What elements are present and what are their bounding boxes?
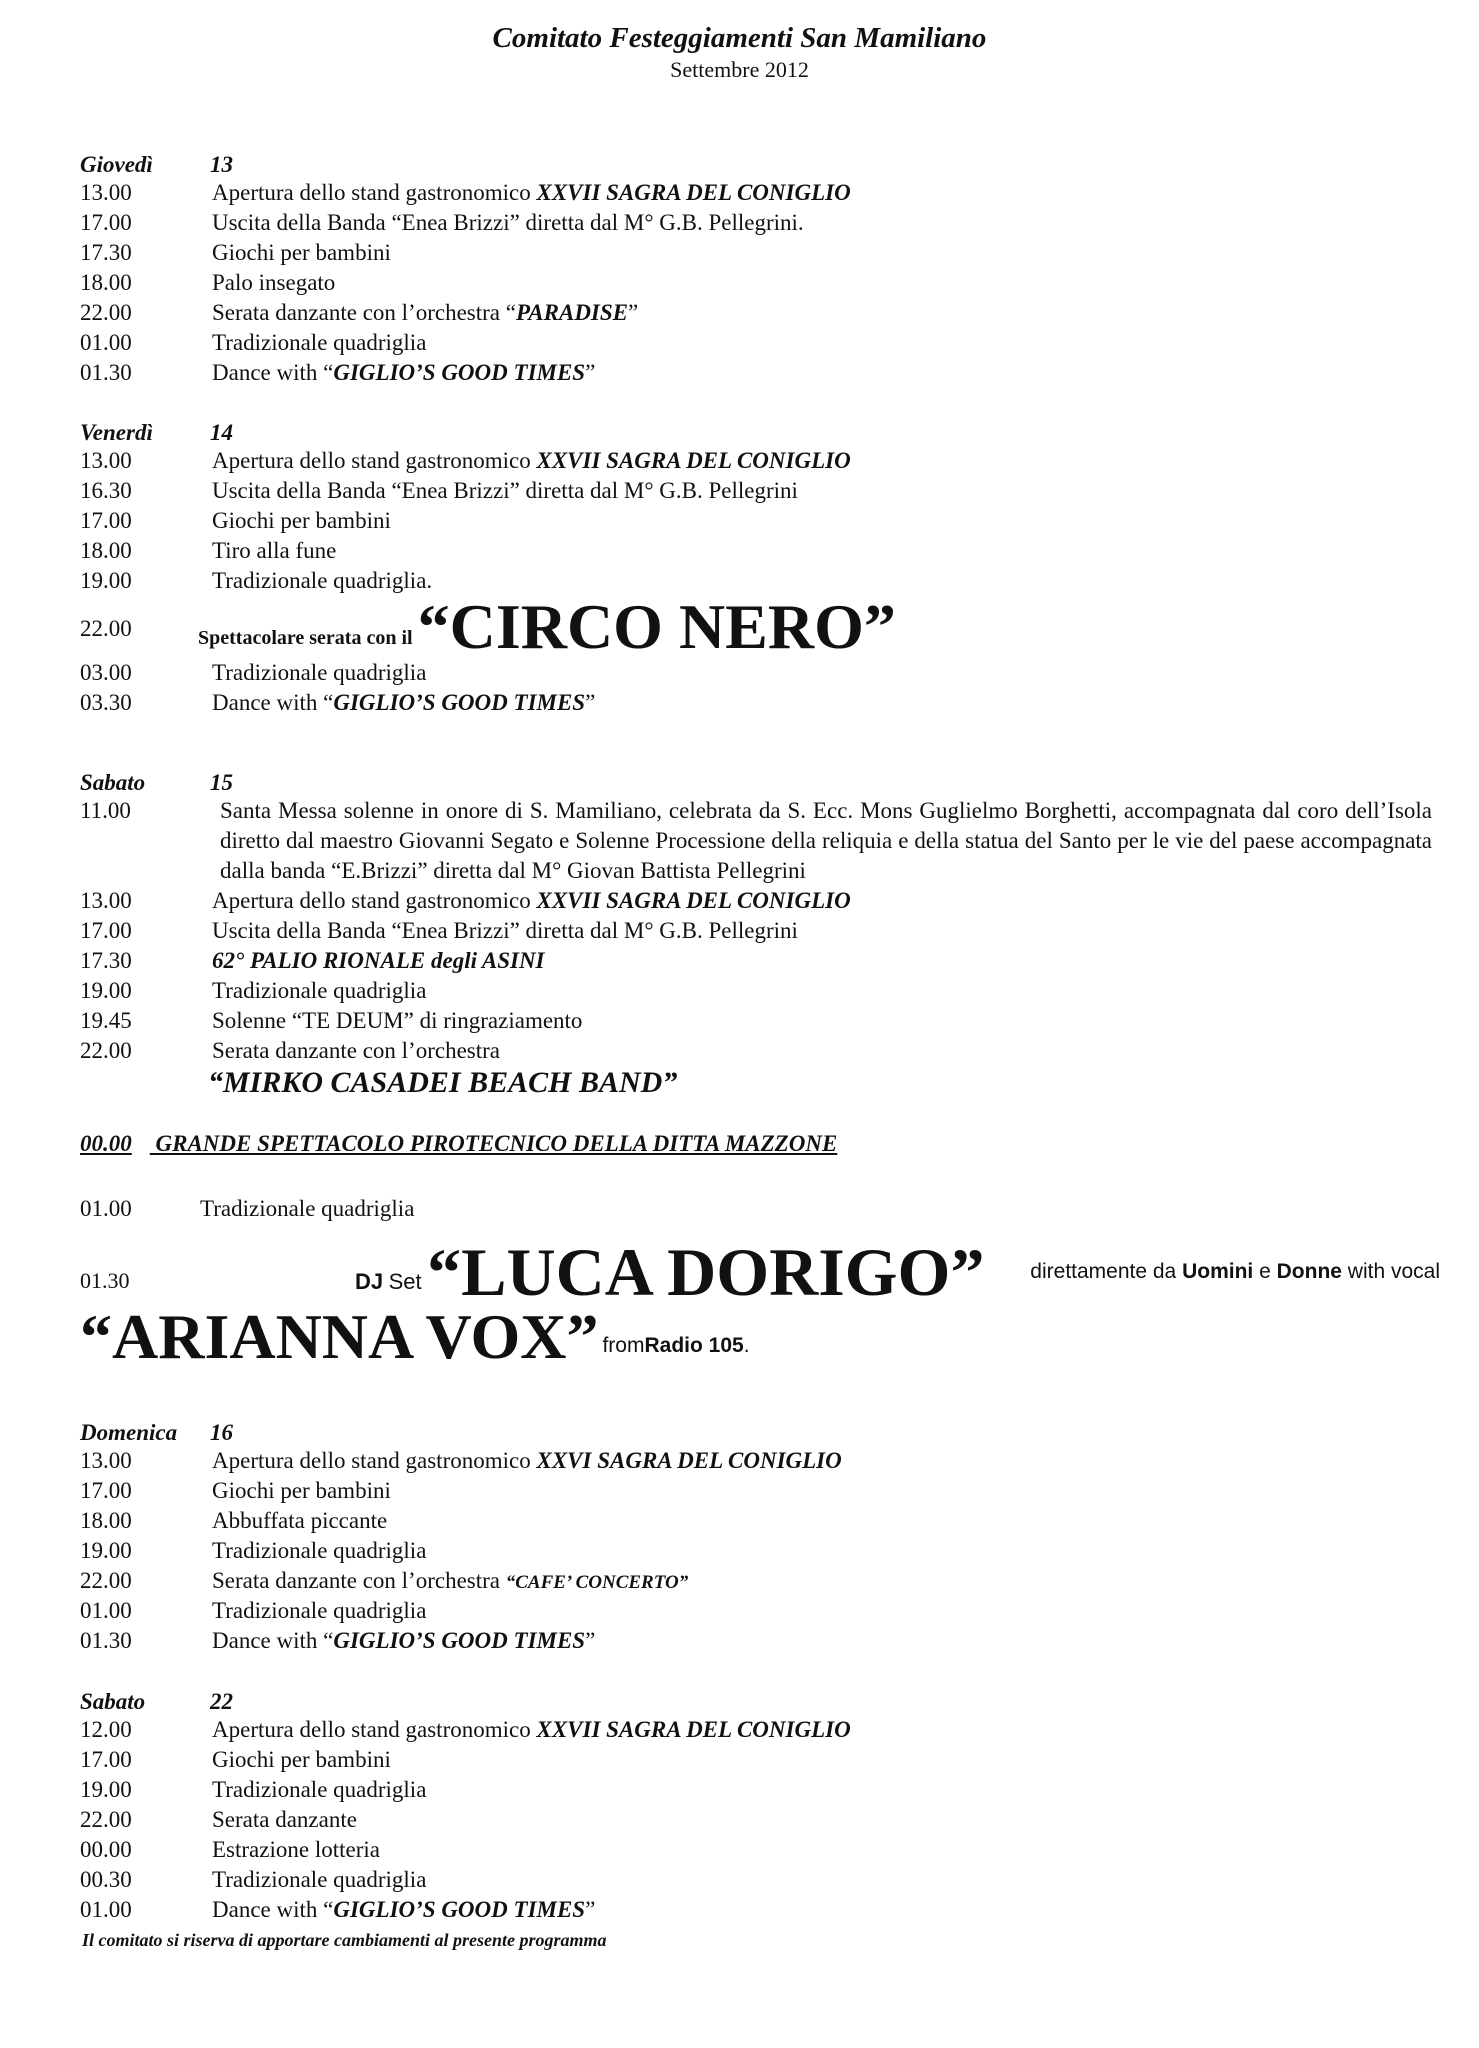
event-description (212, 946, 545, 976)
dj-source-text (1030, 1232, 1440, 1312)
event-description (212, 976, 426, 1006)
event-time: 17.30 (80, 948, 132, 973)
event-emphasis: “CAFE’ CONCERTO” (505, 1572, 689, 1593)
event-description (212, 1036, 500, 1066)
event-row (80, 1036, 1440, 1066)
event-row-circo-nero (80, 591, 1440, 662)
event-row (80, 476, 1440, 506)
day-name: Sabato (80, 1689, 146, 1714)
event-time: 01.00 (80, 1196, 132, 1221)
event-emphasis: 62° PALIO RIONALE degli ASINI (212, 948, 545, 973)
event-time: 01.30 (80, 1268, 130, 1293)
event-text: Tradizionale quadriglia (212, 1777, 427, 1802)
event-description (212, 658, 426, 688)
event-description: Tradizionale quadriglia (200, 1196, 415, 1221)
event-row (80, 268, 1440, 298)
event-row (80, 506, 1440, 536)
event-row (80, 1775, 1440, 1805)
day-heading (80, 1685, 1440, 1715)
event-emphasis: GIGLIO’S GOOD TIMES (333, 1897, 586, 1922)
event-row-santa-messa (80, 796, 1440, 886)
event-text: Apertura dello stand gastronomico (212, 448, 537, 473)
event-row (80, 976, 1440, 1006)
event-emphasis: GIGLIO’S GOOD TIMES (333, 360, 586, 385)
day-section-giovedi (80, 148, 1440, 388)
radio-name: Radio 105 (644, 1334, 744, 1357)
event-row (80, 1596, 1440, 1626)
event-text: Estrazione lotteria (212, 1837, 380, 1862)
event-text: Giochi per bambini (212, 240, 391, 265)
event-row (80, 328, 1440, 358)
source-bold-2: Donne (1276, 1260, 1342, 1283)
event-description (212, 1506, 387, 1536)
event-text: Serata danzante con l’orchestra (212, 1568, 506, 1593)
event-row (80, 178, 1440, 208)
event-time: 13.00 (80, 180, 132, 205)
event-text: Uscita della Banda “Enea Brizzi” diretta dal M° G.B. Pellegrini. (212, 210, 804, 235)
event-time: 01.00 (80, 1598, 132, 1623)
event-row (80, 1835, 1440, 1865)
event-time: 17.00 (80, 918, 132, 943)
event-text: Tradizionale quadriglia. (212, 568, 433, 593)
day-section-sabato-22 (80, 1685, 1440, 1925)
event-text: Solenne “TE DEUM” di ringraziamento (212, 1008, 583, 1033)
event-description (212, 1476, 391, 1506)
fireworks-text: GRANDE SPETTACOLO PIROTECNICO DELLA DITTA MAZZONE (155, 1131, 838, 1156)
event-text-end: ” (628, 300, 639, 325)
event-emphasis: XXVI SAGRA DEL CONIGLIO (536, 1448, 842, 1473)
dj-label: DJ (355, 1269, 384, 1294)
event-text: Abbuffata piccante (212, 1508, 388, 1533)
event-row (80, 358, 1440, 388)
event-time: 18.00 (80, 538, 132, 563)
event-time: 03.00 (80, 660, 132, 685)
event-text: Giochi per bambini (212, 508, 391, 533)
event-description (212, 1835, 380, 1865)
event-row (80, 1715, 1440, 1745)
luca-dorigo-title: “LUCA DORIGO” (427, 1234, 985, 1310)
event-time: 22.00 (80, 1038, 132, 1063)
event-text: Apertura dello stand gastronomico (212, 180, 537, 205)
event-text: Tradizionale quadriglia (212, 1598, 427, 1623)
arianna-vox-row (80, 1300, 750, 1380)
event-description (212, 476, 798, 506)
set-label: Set (388, 1269, 422, 1294)
page-subtitle: Settembre 2012 (670, 57, 809, 82)
event-description (212, 1536, 426, 1566)
day-section-domenica (80, 1416, 1440, 1656)
event-time: 18.00 (80, 1508, 132, 1533)
day-number: 13 (210, 152, 233, 177)
event-description (212, 358, 595, 388)
event-time: 17.00 (80, 1478, 132, 1503)
event-emphasis: XXVII SAGRA DEL CONIGLIO (536, 1717, 851, 1742)
event-time: 13.00 (80, 448, 132, 473)
event-description (212, 1006, 582, 1036)
day-name: Giovedì (80, 152, 153, 177)
event-row (80, 1805, 1440, 1835)
event-description (212, 688, 595, 718)
day-section-sabato-15 (80, 766, 1440, 1104)
event-row (80, 886, 1440, 916)
event-time: 19.00 (80, 568, 132, 593)
event-text-end: ” (585, 1628, 596, 1653)
event-description (212, 178, 851, 208)
event-time: 19.00 (80, 1777, 132, 1802)
event-text: Dance with “ (212, 690, 334, 715)
event-description (212, 566, 432, 596)
event-time: 12.00 (80, 1717, 132, 1742)
event-row-quadriglia (80, 1196, 415, 1222)
day-number: 22 (210, 1689, 233, 1714)
event-time: 01.00 (80, 1897, 132, 1922)
event-time: 22.00 (80, 1807, 132, 1832)
event-time: 13.00 (80, 888, 132, 913)
event-row (80, 916, 1440, 946)
event-row (80, 1446, 1440, 1476)
event-text: Tiro alla fune (212, 538, 337, 563)
event-row (80, 658, 1440, 688)
event-time: 17.00 (80, 1747, 132, 1772)
event-description (212, 1775, 426, 1805)
day-heading (80, 416, 1440, 446)
event-row (80, 1006, 1440, 1036)
event-emphasis: XXVII SAGRA DEL CONIGLIO (536, 888, 851, 913)
event-time: 03.30 (80, 690, 132, 715)
source-bold-1: Uomini (1182, 1260, 1254, 1283)
event-time: 19.00 (80, 1538, 132, 1563)
from-label: from (602, 1334, 645, 1357)
event-description (212, 1596, 426, 1626)
event-text: Giochi per bambini (212, 1478, 391, 1503)
event-description (212, 1446, 842, 1476)
event-description: Santa Messa solenne in onore di S. Mamiliano, celebrata da S. Ecc. Mons Guglielmo Borghetti, accompagnata dal coro dell’Isola diretto dal maestro Giovanni Segato e Solenne Processione della reliquia e della statua del Santo per le vie del paese accompagnata dalla banda “E.Brizzi” diretta dal M° Giovan Battista Pellegrini (220, 798, 1432, 883)
orchestra-name-row (80, 1066, 1440, 1104)
source-text-3: with vocal (1347, 1260, 1440, 1283)
day-name: Sabato (80, 770, 146, 795)
event-row (80, 298, 1440, 328)
event-row (80, 1865, 1440, 1895)
event-description (212, 1895, 595, 1925)
day-number: 15 (210, 770, 233, 795)
event-row (80, 208, 1440, 238)
event-time: 01.30 (80, 360, 132, 385)
day-name: Domenica (80, 1420, 178, 1445)
event-row (80, 1536, 1440, 1566)
orchestra-name: “MIRKO CASADEI BEACH BAND” (208, 1066, 678, 1099)
event-emphasis: GIGLIO’S GOOD TIMES (333, 690, 586, 715)
event-text: Serata danzante con l’orchestra “ (212, 300, 516, 325)
period: . (743, 1334, 750, 1357)
event-row (80, 1895, 1440, 1925)
event-text: Apertura dello stand gastronomico (212, 888, 537, 913)
event-row (80, 1476, 1440, 1506)
event-description (212, 1805, 357, 1835)
event-emphasis: GIGLIO’S GOOD TIMES (333, 1628, 586, 1653)
event-description (212, 1626, 595, 1656)
event-row (80, 446, 1440, 476)
event-time: 19.00 (80, 978, 132, 1003)
day-number: 16 (210, 1420, 233, 1445)
event-description (212, 886, 851, 916)
event-time: 17.00 (80, 210, 132, 235)
event-text: Tradizionale quadriglia (212, 978, 427, 1003)
event-description (212, 268, 335, 298)
event-time: 17.30 (80, 240, 132, 265)
event-time: 00.00 (80, 1837, 132, 1862)
event-time: 01.30 (80, 1628, 132, 1653)
event-description (212, 536, 336, 566)
page-title: Comitato Festeggiamenti San Mamiliano (492, 22, 987, 54)
event-text-end: ” (585, 690, 596, 715)
event-description (212, 1715, 851, 1745)
event-time: 01.00 (80, 330, 132, 355)
event-time: 22.00 (80, 1568, 132, 1593)
fireworks-time: 00.00 (80, 1131, 132, 1156)
day-section-venerdi (80, 416, 1440, 718)
event-text: Palo insegato (212, 270, 336, 295)
event-row (80, 238, 1440, 268)
event-description (212, 506, 391, 536)
event-time: 17.00 (80, 508, 132, 533)
event-text-end: ” (585, 1897, 596, 1922)
event-description (212, 916, 798, 946)
source-text-2: e (1259, 1260, 1271, 1283)
event-row (80, 1506, 1440, 1536)
footer-note: Il comitato si riserva di apportare cambiamenti al presente programma (82, 1930, 607, 1950)
event-text: Uscita della Banda “Enea Brizzi” diretta dal M° G.B. Pellegrini (212, 478, 798, 503)
circo-nero-title: “CIRCO NERO” (417, 591, 896, 662)
event-text: Tradizionale quadriglia (212, 1867, 427, 1892)
event-text-end: ” (585, 360, 596, 385)
fireworks-row (80, 1131, 837, 1157)
arianna-vox-title: “ARIANNA VOX” (80, 1301, 599, 1372)
event-text: Apertura dello stand gastronomico (212, 1448, 537, 1473)
event-time: 22.00 (80, 616, 132, 641)
day-heading (80, 1416, 1440, 1446)
event-time: 13.00 (80, 1448, 132, 1473)
event-description (212, 1865, 426, 1895)
event-description (212, 446, 851, 476)
event-text: Tradizionale quadriglia (212, 660, 427, 685)
event-time: 22.00 (80, 300, 132, 325)
event-description (212, 238, 391, 268)
event-row (80, 536, 1440, 566)
event-text: Serata danzante (212, 1807, 357, 1832)
event-emphasis: PARADISE (515, 300, 629, 325)
event-time: 16.30 (80, 478, 132, 503)
event-description (212, 328, 426, 358)
event-description (212, 298, 638, 328)
event-row (80, 1745, 1440, 1775)
event-description (212, 1745, 391, 1775)
circo-intro: Spettacolare serata con il (198, 627, 413, 649)
event-text: Serata danzante con l’orchestra (212, 1038, 500, 1063)
event-row (80, 946, 1440, 976)
event-text: Dance with “ (212, 1628, 334, 1653)
event-time: 18.00 (80, 270, 132, 295)
event-time: 11.00 (80, 798, 131, 823)
header (0, 20, 1479, 84)
source-text-1: direttamente da (1030, 1260, 1177, 1283)
event-description (212, 208, 804, 238)
event-row (80, 688, 1440, 718)
event-emphasis: XXVII SAGRA DEL CONIGLIO (536, 180, 851, 205)
event-row (80, 1626, 1440, 1656)
event-text: Dance with “ (212, 1897, 334, 1922)
event-row (80, 1566, 1440, 1596)
day-number: 14 (210, 420, 233, 445)
day-heading (80, 148, 1440, 178)
event-text: Uscita della Banda “Enea Brizzi” diretta dal M° G.B. Pellegrini (212, 918, 798, 943)
day-name: Venerdì (80, 420, 153, 445)
event-text: Apertura dello stand gastronomico (212, 1717, 537, 1742)
event-text: Tradizionale quadriglia (212, 330, 427, 355)
event-time: 00.30 (80, 1867, 132, 1892)
event-time: 19.45 (80, 1008, 132, 1033)
event-description (212, 1566, 688, 1598)
event-text: Dance with “ (212, 360, 334, 385)
day-heading (80, 766, 1440, 796)
event-text: Tradizionale quadriglia (212, 1538, 427, 1563)
event-text: Giochi per bambini (212, 1747, 391, 1772)
event-emphasis: XXVII SAGRA DEL CONIGLIO (536, 448, 851, 473)
